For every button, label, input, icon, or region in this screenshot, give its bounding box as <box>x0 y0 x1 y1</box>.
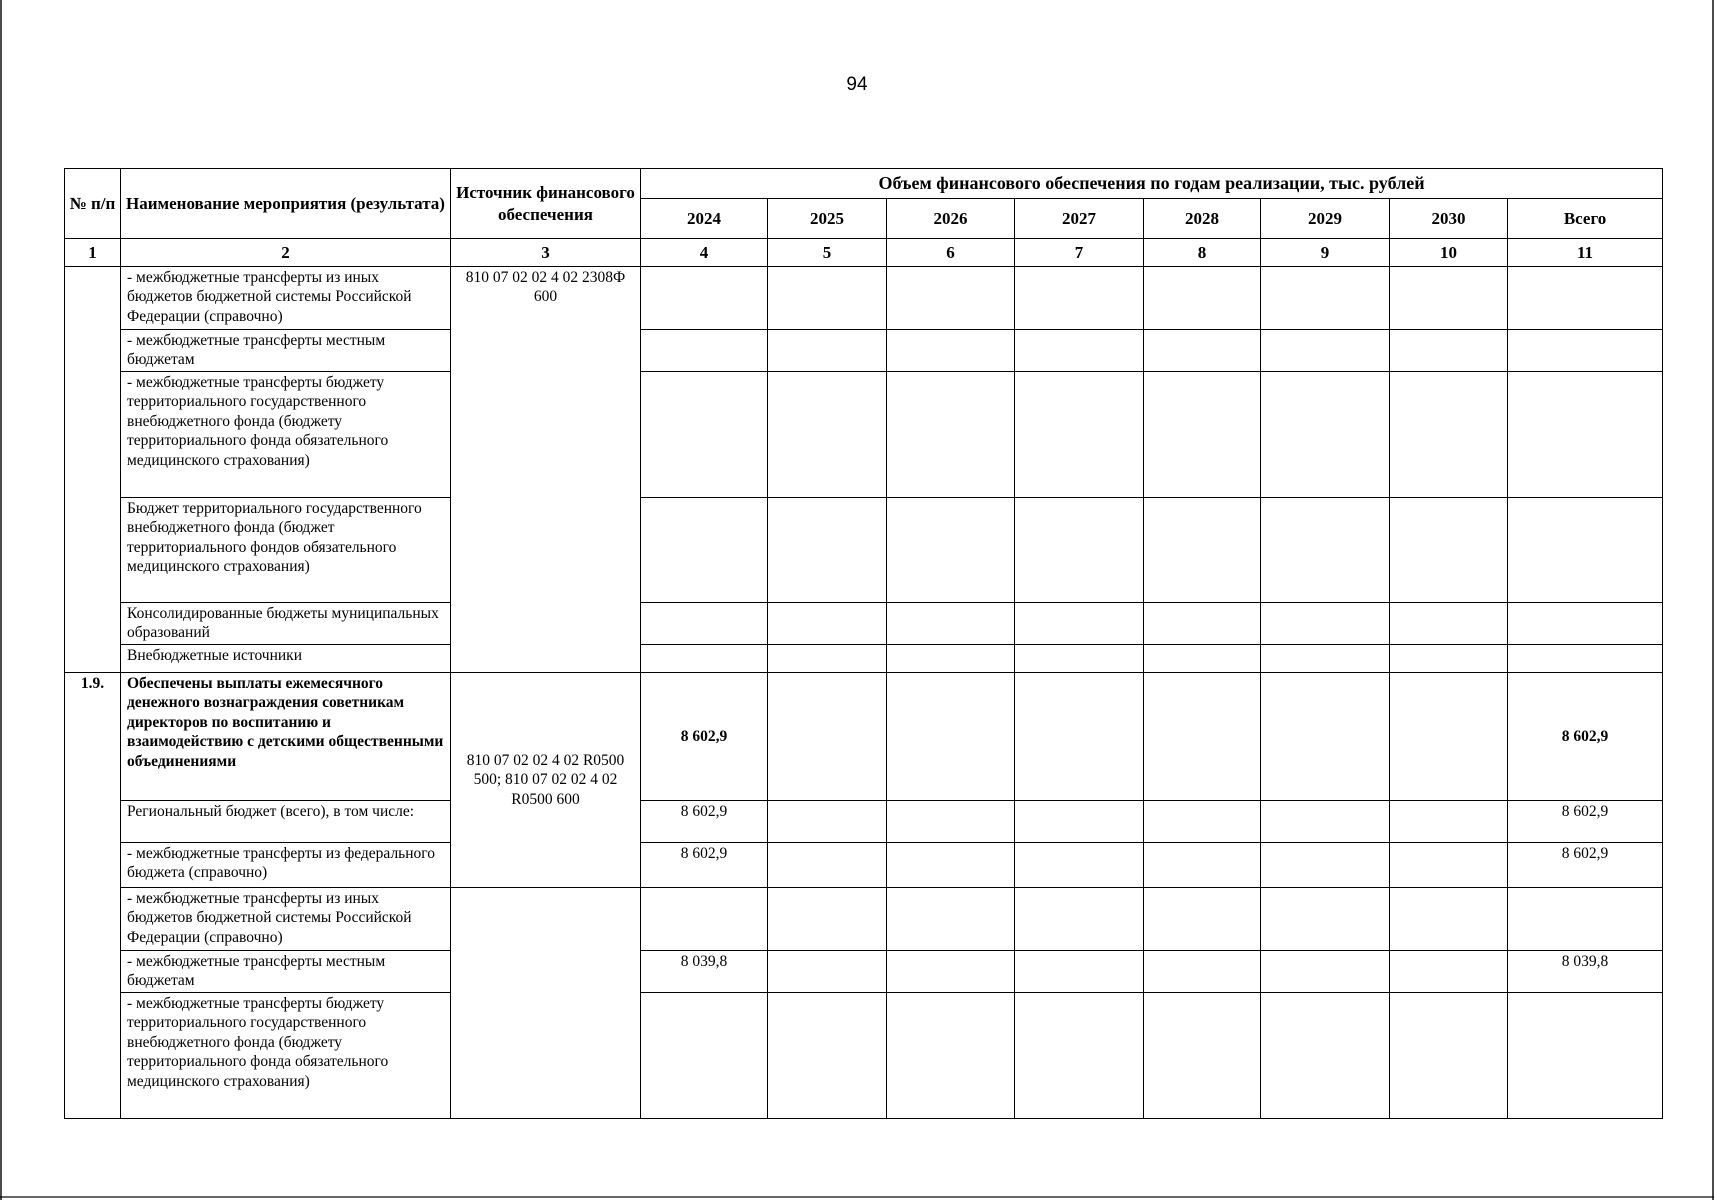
cell-value <box>1261 372 1390 498</box>
cell-value <box>1390 951 1508 993</box>
col-header-num: № п/п <box>65 169 121 239</box>
header-row-top <box>65 169 1663 199</box>
cell-value <box>768 993 887 1119</box>
cell-value <box>1261 498 1390 603</box>
row-name: Обеспечены выплаты ежемесячного денежного вознаграждения советникам директоров по воспитанию и взаимодействию с детскими общественными объединениями <box>121 673 451 801</box>
cell-value <box>641 372 768 498</box>
cell-value <box>641 993 768 1119</box>
row-source-empty <box>451 888 641 1119</box>
cell-value <box>1015 330 1144 372</box>
row-name: Региональный бюджет (всего), в том числе: <box>121 801 451 843</box>
cell-value <box>768 498 887 603</box>
row-name: - межбюджетные трансферты местным бюджетам <box>121 951 451 993</box>
cell-value <box>1015 498 1144 603</box>
cell-value <box>768 330 887 372</box>
year-header: 2028 <box>1144 199 1261 239</box>
financing-table <box>64 168 1663 1119</box>
cell-value <box>1144 673 1261 801</box>
cell-value <box>641 330 768 372</box>
cell-value <box>887 673 1015 801</box>
cell-value <box>887 645 1015 673</box>
table-row <box>65 498 1663 603</box>
cell-value <box>768 888 887 951</box>
col-header-name: Наименование мероприятия (результата) <box>121 169 451 239</box>
col-header-source: Источник финансового обеспечения <box>451 169 641 239</box>
row-name: Внебюджетные источники <box>121 645 451 673</box>
cell-value <box>1144 372 1261 498</box>
cell-value <box>1144 951 1261 993</box>
column-number: 3 <box>451 239 641 267</box>
cell-value <box>1261 330 1390 372</box>
cell-value <box>1015 673 1144 801</box>
cell-value: 8 602,9 <box>641 673 768 801</box>
column-number-row <box>65 239 1663 267</box>
cell-value <box>768 673 887 801</box>
cell-value <box>768 801 887 843</box>
cell-total <box>1508 267 1663 330</box>
cell-value <box>1015 951 1144 993</box>
row-name: - межбюджетные трансферты из иных бюджетов бюджетной системы Российской Федерации (справочно) <box>121 267 451 330</box>
table-row <box>65 843 1663 888</box>
page-number: 94 <box>846 74 868 95</box>
cell-value <box>1015 888 1144 951</box>
cell-value <box>1390 888 1508 951</box>
cell-value <box>887 843 1015 888</box>
scan-edge-bottom <box>0 1196 1714 1198</box>
cell-value <box>1390 498 1508 603</box>
cell-value <box>1144 993 1261 1119</box>
year-header: 2025 <box>768 199 887 239</box>
cell-value <box>768 951 887 993</box>
cell-value <box>887 603 1015 645</box>
cell-value <box>1261 673 1390 801</box>
cell-value <box>768 372 887 498</box>
column-number: 4 <box>641 239 768 267</box>
cell-value <box>1390 330 1508 372</box>
cell-value <box>887 801 1015 843</box>
table-row <box>65 330 1663 372</box>
cell-total: 8 602,9 <box>1508 673 1663 801</box>
cell-value <box>1144 498 1261 603</box>
cell-value <box>1015 603 1144 645</box>
cell-total: 8 602,9 <box>1508 843 1663 888</box>
table-row <box>65 603 1663 645</box>
table-row <box>65 673 1663 801</box>
cell-total: 8 602,9 <box>1508 801 1663 843</box>
cell-value <box>641 267 768 330</box>
column-number: 10 <box>1390 239 1508 267</box>
cell-value <box>1390 372 1508 498</box>
cell-value <box>1390 801 1508 843</box>
cell-value <box>1261 888 1390 951</box>
cell-value <box>1390 673 1508 801</box>
year-header: 2029 <box>1261 199 1390 239</box>
cell-value: 8 602,9 <box>641 801 768 843</box>
cell-value <box>1015 267 1144 330</box>
cell-value <box>768 843 887 888</box>
scan-edge-left <box>0 0 2 1200</box>
cell-value <box>1261 801 1390 843</box>
cell-value <box>1015 801 1144 843</box>
column-number: 8 <box>1144 239 1261 267</box>
column-number: 9 <box>1261 239 1390 267</box>
year-header: 2027 <box>1015 199 1144 239</box>
cell-value <box>887 888 1015 951</box>
cell-value <box>641 645 768 673</box>
cell-value <box>641 498 768 603</box>
cell-value: 8 602,9 <box>641 843 768 888</box>
cell-value <box>887 330 1015 372</box>
cell-value <box>1390 645 1508 673</box>
cell-value <box>1390 603 1508 645</box>
cell-value <box>1144 645 1261 673</box>
row-name: - межбюджетные трансферты местным бюджетам <box>121 330 451 372</box>
column-number: 1 <box>65 239 121 267</box>
row-source: 810 07 02 02 4 02 2308Ф 600 <box>451 267 641 673</box>
row-name: Бюджет территориального государственного внебюджетного фонда (бюджет территориального фондов обязательного медицинского страхования) <box>121 498 451 603</box>
table-row <box>65 267 1663 330</box>
cell-value <box>1261 603 1390 645</box>
cell-total <box>1508 993 1663 1119</box>
cell-value <box>1144 267 1261 330</box>
cell-total <box>1508 372 1663 498</box>
cell-value <box>887 498 1015 603</box>
cell-value <box>1261 993 1390 1119</box>
row-number <box>65 267 121 673</box>
total-header: Всего <box>1508 199 1663 239</box>
cell-total <box>1508 498 1663 603</box>
cell-value <box>1015 993 1144 1119</box>
col-header-volume: Объем финансового обеспечения по годам реализации, тыс. рублей <box>641 169 1663 199</box>
table-row <box>65 372 1663 498</box>
cell-value <box>1261 843 1390 888</box>
cell-total <box>1508 603 1663 645</box>
year-header: 2026 <box>887 199 1015 239</box>
row-name: - межбюджетные трансферты бюджету территориального государственного внебюджетного фонда (бюджету территориального фонда обязательного медицинского страхования) <box>121 993 451 1119</box>
row-number: 1.9. <box>65 673 121 1119</box>
cell-value <box>1144 603 1261 645</box>
cell-value <box>768 267 887 330</box>
table-row <box>65 951 1663 993</box>
cell-value <box>887 993 1015 1119</box>
row-name: Консолидированные бюджеты муниципальных образований <box>121 603 451 645</box>
cell-value <box>887 951 1015 993</box>
cell-total <box>1508 645 1663 673</box>
cell-total <box>1508 888 1663 951</box>
cell-value <box>1261 267 1390 330</box>
cell-value <box>1144 843 1261 888</box>
cell-value: 8 039,8 <box>641 951 768 993</box>
cell-value <box>1015 372 1144 498</box>
column-number: 11 <box>1508 239 1663 267</box>
cell-value <box>768 603 887 645</box>
cell-value <box>1261 645 1390 673</box>
cell-value <box>887 267 1015 330</box>
cell-value <box>887 372 1015 498</box>
table-row <box>65 888 1663 951</box>
table-row <box>65 645 1663 673</box>
cell-value <box>641 603 768 645</box>
year-header: 2024 <box>641 199 768 239</box>
cell-value <box>1390 993 1508 1119</box>
row-source: 810 07 02 02 4 02 R0500 500; 810 07 02 02 4 02 R0500 600 <box>451 673 641 888</box>
cell-value <box>768 645 887 673</box>
column-number: 7 <box>1015 239 1144 267</box>
cell-total: 8 039,8 <box>1508 951 1663 993</box>
cell-value <box>1015 843 1144 888</box>
table-row <box>65 801 1663 843</box>
cell-value <box>1261 951 1390 993</box>
row-name: - межбюджетные трансферты бюджету территориального государственного внебюджетного фонда (бюджету территориального фонда обязательного медицинского страхования) <box>121 372 451 498</box>
cell-value <box>1144 888 1261 951</box>
column-number: 2 <box>121 239 451 267</box>
cell-value <box>641 888 768 951</box>
column-number: 6 <box>887 239 1015 267</box>
row-name: - межбюджетные трансферты из иных бюджетов бюджетной системы Российской Федерации (справочно) <box>121 888 451 951</box>
cell-total <box>1508 330 1663 372</box>
table-row <box>65 993 1663 1119</box>
cell-value <box>1390 267 1508 330</box>
cell-value <box>1015 645 1144 673</box>
cell-value <box>1144 801 1261 843</box>
cell-value <box>1390 843 1508 888</box>
year-header: 2030 <box>1390 199 1508 239</box>
column-number: 5 <box>768 239 887 267</box>
row-name: - межбюджетные трансферты из федерального бюджета (справочно) <box>121 843 451 888</box>
cell-value <box>1144 330 1261 372</box>
